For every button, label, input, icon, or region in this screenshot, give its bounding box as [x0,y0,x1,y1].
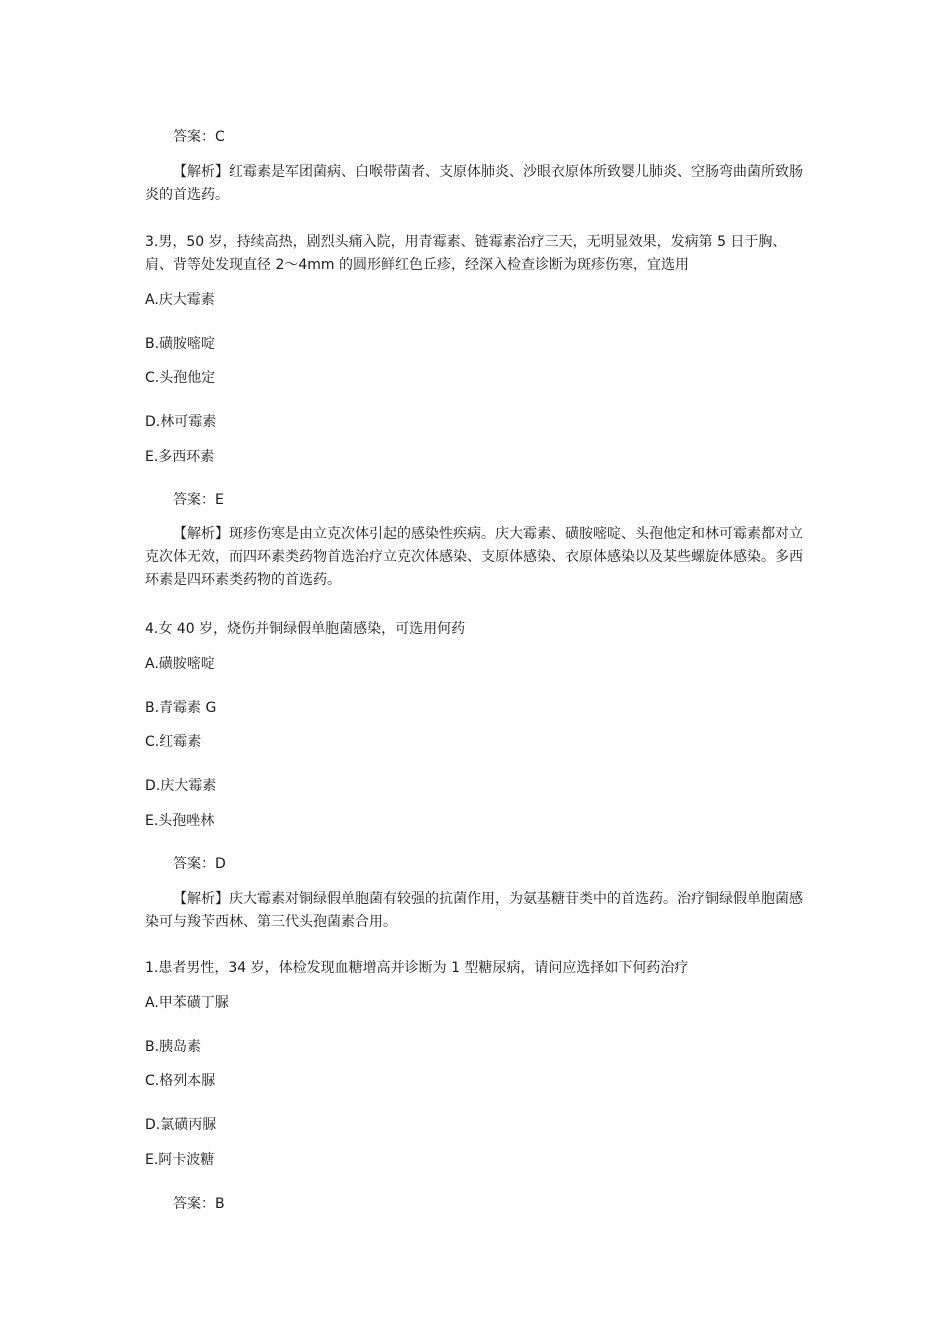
option-3c: C.头孢他定 [145,370,216,386]
question-3: 3.男，50 岁，持续高热，剧烈头痛入院，用青霉素、链霉素治疗三天，无明显效果，发病第 5 日于胸、肩、背等处发现直径 2～4mm 的圆形鲜红色丘疹，经深入检查诊断为斑疹伤寒，宜选用 [145,234,787,273]
question-1: 1.患者男性，34 岁，体检发现血糖增高并诊断为 1 型糖尿病，请问应选择如下何药治疗 [145,960,689,976]
option-1b: B.胰岛素 [145,1039,202,1055]
answer-q4: 答案：D [173,856,226,872]
answer-q2: 答案：C [173,129,225,145]
option-1a: A.甲苯磺丁脲 [145,995,229,1011]
option-1c: C.格列本脲 [145,1073,216,1089]
explanation-q4: 【解析】庆大霉素对铜绿假单胞菌有较强的抗菌作用，为氨基糖苷类中的首选药。治疗铜绿假单胞菌感染可与羧苄西林、第三代头孢菌素合用。 [145,891,803,930]
question-4: 4.女 40 岁，烧伤并铜绿假单胞菌感染，可选用何药 [145,621,466,637]
option-3d: D.林可霉素 [145,414,217,430]
option-3e: E.多西环素 [145,449,215,465]
explanation-q3: 【解析】斑疹伤寒是由立克次体引起的感染性疾病。庆大霉素、磺胺嘧啶、头孢他定和林可霉素都对立克次体无效，而四环素类药物首选治疗立克次体感染、支原体感染、衣原体感染以及某些螺旋体感染。多西环素是四环素类药物的首选药。 [145,526,803,588]
answer-q3: 答案：E [173,492,224,508]
option-1d: D.氯磺丙脲 [145,1117,217,1133]
option-3a: A.庆大霉素 [145,292,215,308]
option-1e: E.阿卡波糖 [145,1152,215,1168]
option-4d: D.庆大霉素 [145,778,217,794]
option-3b: B.磺胺嘧啶 [145,336,216,352]
option-4a: A.磺胺嘧啶 [145,656,215,672]
option-4b: B.青霉素 G [145,700,217,716]
answer-q1: 答案：B [173,1196,225,1212]
option-4c: C.红霉素 [145,734,202,750]
option-4e: E.头孢唑林 [145,813,215,829]
explanation-q2: 【解析】红霉素是军团菌病、白喉带菌者、支原体肺炎、沙眼衣原体所致婴儿肺炎、空肠弯曲菌所致肠炎的首选药。 [145,164,803,203]
